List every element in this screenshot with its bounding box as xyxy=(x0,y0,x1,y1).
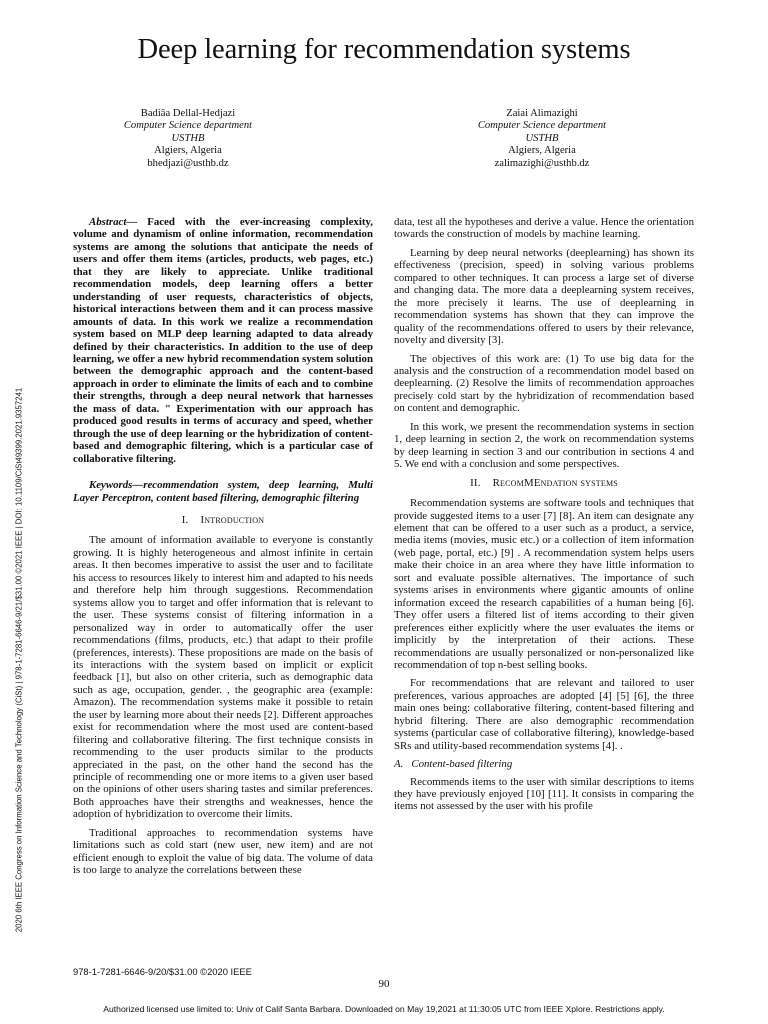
author-dept: Computer Science department xyxy=(477,120,607,132)
paragraph: The objectives of this work are: (1) To use big data for the analysis and the construction of a recommendation model based on deeplearning. (2) Resolve the limits of recommendation approaches precisely cold start by the hybridization of recommendation based on content and demographic. xyxy=(394,352,694,415)
left-column xyxy=(73,216,373,883)
section-heading-introduction xyxy=(73,514,373,526)
copyright-line: 978-1-7281-6646-9/20/$31.00 ©2020 IEEE xyxy=(73,966,252,977)
author-city: Algiers, Algeria xyxy=(154,145,222,157)
keywords: Keywords—recommendation system, deep learning, Multi Layer Perceptron, content based filtering, demographic filtering xyxy=(73,479,373,504)
section-number: II. xyxy=(470,476,481,489)
abstract-lead: Abstract— xyxy=(89,216,138,228)
paragraph: Traditional approaches to recommendation systems have limitations such as cold start (new user, new item) and are not efficient enough to exploit the value of big data. The volume of data is too large to analyze the correlations between these xyxy=(73,826,373,877)
author-org: USTHB xyxy=(171,132,205,144)
doi-sidebar-text: 2020 6th IEEE Congress on Information Science and Technology (CiSt) | 978-1-7281-6646-9/21/$31.00 ©2021 IEEE | DOI: 10.1109/CiSt49399.2021.9357241 xyxy=(14,387,24,933)
paper-title: Deep learning for recommendation systems xyxy=(137,34,631,65)
subsection-heading-content-based xyxy=(394,758,694,770)
paragraph: The amount of information available to everyone is constantly growing. It is highly heterogeneous and almost infinite in certain areas. It then becomes imperative to assist the user and to facilitate his access to resources likely to interest him and adapted to his needs and therefore help him through suggestions. Recommendation systems allow you to target and offer information that is relevant to the user. These systems consist of filtering information in a personalized way in order to automatically offer the user recommendations (films, products, etc.) that adapt to their profile (preferences, interests). These propositions are made on the basis of its interactions with the system based on implicit or explicit feedback [1], but also on other criteria, such as demographic data such as age, occupation, gender. , the geographic area (example: Amazon). The recommendation systems make it possible to retain the user by learning more about their needs [2]. Different approaches exist for recommendation where the most used are content-based filtering and collaborative filtering. The first technique consists in recommending to the user products similar to the products appreciated in the past, on the other hand the second has the principle of recommending one or more items to a given user based on the opinions of other users sharing tastes and similar preferences. Both approaches have their strengths and weaknesses, hence the adoption of hybridization to overcome their limits. xyxy=(73,534,373,821)
paragraph: data, test all the hypotheses and derive a value. Hence the orientation towards the construction of models by machine learning. xyxy=(394,216,694,241)
paragraph: In this work, we present the recommendation systems in section 1, deep learning in section 2, the work on recommendation systems by deep learning in section 3 and our contribution in sections 4 and 5. We end with a conclusion and some perspectives. xyxy=(394,420,694,471)
section-title: RecomMEndation systems xyxy=(492,476,618,489)
abstract-body: Faced with the ever-increasing complexity, volume and dynamism of online information, recommendation systems are among the solutions that anticipate the needs of users and offer them items (articles, products, web pages, etc.) that they are likely to appreciate. Unlike traditional recommendation models, deep learning offers a better understanding of user requests, characteristics of objects, historical interactions between them and it can process massive amounts of data. In this work we realize a recommendation system based on MLP deep learning adapted to data already defined by their characteristics. In addition to the use of deep learning, we offer a new hybrid recommendation system solution between the demographic approach and the content-based approach in order to eliminate the limits of each and to combine their strengths, through a deep neural network that harnesses the mass of data. " Experimentation with our approach has produced good results in terms of accuracy and speed, whether through the use of deep learning or the hybridization of content-based and demographic filtering, which is a particular case of collaborative filtering. xyxy=(73,216,373,465)
paragraph: Learning by deep neural networks (deeplearning) has shown its effectiveness (precision, speed) in solving various problems compared to other techniques. It can process a large set of diverse and changing data. The more data a deeplearning system receives, the more precisely it learns. The use of deeplearning in recommendation systems has shown that they can improve the quality of the recommendations offered to users by their relevance, novelty and diversity [3]. xyxy=(394,246,694,347)
section-title: Introduction xyxy=(200,513,265,526)
author-city: Algiers, Algeria xyxy=(508,145,576,157)
author-dept: Computer Science department xyxy=(123,120,253,132)
page-number: 90 xyxy=(378,978,390,990)
author-org: USTHB xyxy=(525,132,559,144)
author-block xyxy=(38,108,338,170)
author-name: Zaiai Alimazighi xyxy=(506,108,578,119)
paragraph: Recommendation systems are software tools and techniques that provide suggested items to a user [7] [8]. An item can designate any element that can be offered to a user such as a product, a service, media items (movies, music etc.) or a collection of item information (web page, portal, etc.) [9] . A recommendation system helps users make their choice in an area where they have little information to sort and evaluate possible alternatives. The importance of such systems arises in environments where gigantic amounts of online information exceed the research capabilities of a human being [6]. They offer users a filtered list of items according to their given preferences either explicitly where the user evaluates the items or implicitly by the interpretation of their actions. These recommendations are usually personalized or non-personalized like recommendation of top n-best selling books. xyxy=(394,497,694,671)
section-number: I. xyxy=(181,513,189,526)
right-column xyxy=(394,216,694,819)
subsection-number: A. xyxy=(394,758,404,771)
author-block xyxy=(392,108,692,170)
subsection-title: Content-based filtering xyxy=(411,758,513,771)
author-name: Badiâa Dellal-Hedjazi xyxy=(140,108,236,119)
paragraph: For recommendations that are relevant and tailored to user preferences, various approaches are adopted [4] [5] [6], the three main ones being: collaborative filtering, content-based filtering and hybrid filtering. There are also demographic recommendation systems (particular case of collaborative filtering), knowledge-based SRs and utility-based recommendation systems [4]. . xyxy=(394,677,694,752)
doi-sidebar xyxy=(10,360,28,960)
author-email[interactable]: zalimazighi@usthb.dz xyxy=(494,157,590,169)
paragraph: Recommends items to the user with similar descriptions to items they have previously enjoyed [10] [11]. It consists in comparing the items not assessed by the user with his profile xyxy=(394,775,694,813)
author-email[interactable]: bhedjazi@usthb.dz xyxy=(147,157,229,169)
section-heading-recommendation-systems xyxy=(394,477,694,489)
license-notice: Authorized licensed use limited to: Univ of Calif Santa Barbara. Downloaded on May 19,2021 at 11:30:05 UTC from IEEE Xplore. Restrictions apply. xyxy=(103,1004,665,1014)
abstract xyxy=(73,216,373,465)
